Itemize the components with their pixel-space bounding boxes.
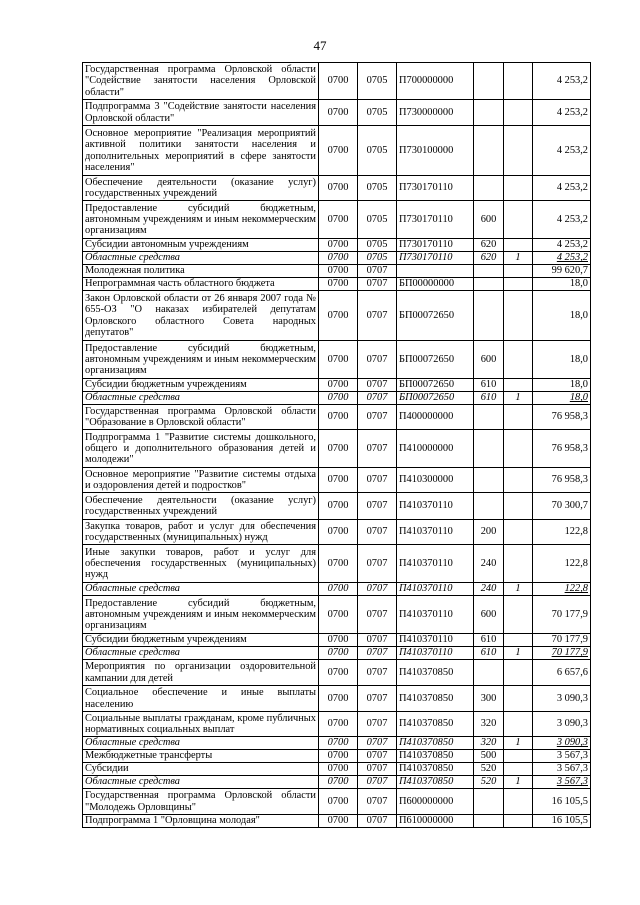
amount-cell: 4 253,2	[533, 63, 591, 100]
funding-source-cell	[504, 750, 533, 763]
target-article-cell: П410370110	[397, 583, 474, 596]
table-row	[83, 634, 591, 647]
row-name-cell: Предоставление субсидий бюджетным, автономным учреждениям и иным некоммерческим организациям	[83, 201, 319, 239]
row-name-cell: Подпрограмма 1 "Развитие системы дошкольного, общего и дополнительного образования детей и молодежи"	[83, 430, 319, 468]
funding-source-cell	[504, 686, 533, 712]
row-name-cell: Государственная программа Орловской области "Содействие занятости населения Орловской области"	[83, 63, 319, 100]
row-name-cell: Подпрограмма 1 "Орловщина молодая"	[83, 815, 319, 828]
table-row	[83, 379, 591, 392]
table-row	[83, 545, 591, 583]
table-row	[83, 776, 591, 789]
section-code-cell: 0707	[358, 647, 397, 660]
expense-type-cell	[474, 468, 504, 493]
section-code-cell: 0707	[358, 430, 397, 468]
amount-cell: 6 657,6	[533, 660, 591, 686]
amount-cell: 76 958,3	[533, 468, 591, 493]
expense-type-cell: 600	[474, 201, 504, 239]
target-article-cell: П410370850	[397, 660, 474, 686]
amount-cell: 76 958,3	[533, 405, 591, 430]
funding-source-cell	[504, 789, 533, 815]
target-article-cell: П400000000	[397, 405, 474, 430]
grbs-code-cell: 0700	[319, 392, 358, 405]
funding-source-cell	[504, 239, 533, 252]
expense-type-cell: 320	[474, 712, 504, 737]
expense-type-cell: 520	[474, 776, 504, 789]
row-name-cell: Областные средства	[83, 392, 319, 405]
amount-cell: 70 177,9	[533, 647, 591, 660]
row-name-cell: Мероприятия по организации оздоровительной кампании для детей	[83, 660, 319, 686]
grbs-code-cell: 0700	[319, 750, 358, 763]
target-article-cell: БП00072650	[397, 291, 474, 341]
table-row	[83, 737, 591, 750]
expense-type-cell: 300	[474, 686, 504, 712]
grbs-code-cell: 0700	[319, 737, 358, 750]
table-row	[83, 201, 591, 239]
funding-source-cell	[504, 430, 533, 468]
expense-type-cell: 620	[474, 239, 504, 252]
amount-cell: 3 090,3	[533, 737, 591, 750]
section-code-cell: 0707	[358, 634, 397, 647]
funding-source-cell: 1	[504, 737, 533, 750]
funding-source-cell	[504, 763, 533, 776]
row-name-cell: Предоставление субсидий бюджетным, автономным учреждениям и иным некоммерческим организациям	[83, 596, 319, 634]
expense-type-cell	[474, 493, 504, 520]
amount-cell: 4 253,2	[533, 176, 591, 201]
funding-source-cell	[504, 468, 533, 493]
target-article-cell: П730000000	[397, 100, 474, 126]
grbs-code-cell: 0700	[319, 405, 358, 430]
section-code-cell: 0707	[358, 405, 397, 430]
expense-type-cell: 610	[474, 379, 504, 392]
amount-cell: 18,0	[533, 291, 591, 341]
section-code-cell: 0707	[358, 520, 397, 545]
amount-cell: 16 105,5	[533, 815, 591, 828]
grbs-code-cell: 0700	[319, 63, 358, 100]
target-article-cell: П410370850	[397, 776, 474, 789]
row-name-cell: Областные средства	[83, 252, 319, 265]
target-article-cell: П410370110	[397, 596, 474, 634]
target-article-cell: П610000000	[397, 815, 474, 828]
grbs-code-cell: 0700	[319, 176, 358, 201]
target-article-cell: П730170110	[397, 201, 474, 239]
target-article-cell: П410000000	[397, 430, 474, 468]
section-code-cell: 0707	[358, 392, 397, 405]
row-name-cell: Государственная программа Орловской области "Образование в Орловской области"	[83, 405, 319, 430]
amount-cell: 122,8	[533, 583, 591, 596]
target-article-cell: П730100000	[397, 126, 474, 176]
grbs-code-cell: 0700	[319, 468, 358, 493]
amount-cell: 18,0	[533, 392, 591, 405]
grbs-code-cell: 0700	[319, 712, 358, 737]
expense-type-cell	[474, 430, 504, 468]
section-code-cell: 0707	[358, 776, 397, 789]
table-row	[83, 520, 591, 545]
table-row	[83, 239, 591, 252]
row-name-cell: Непрограммная часть областного бюджета	[83, 278, 319, 291]
grbs-code-cell: 0700	[319, 278, 358, 291]
section-code-cell: 0707	[358, 660, 397, 686]
funding-source-cell	[504, 493, 533, 520]
row-name-cell: Областные средства	[83, 737, 319, 750]
funding-source-cell	[504, 176, 533, 201]
section-code-cell: 0707	[358, 750, 397, 763]
expense-type-cell: 600	[474, 341, 504, 379]
grbs-code-cell: 0700	[319, 379, 358, 392]
row-name-cell: Субсидии автономным учреждениям	[83, 239, 319, 252]
funding-source-cell	[504, 201, 533, 239]
funding-source-cell	[504, 634, 533, 647]
funding-source-cell	[504, 712, 533, 737]
table-row	[83, 789, 591, 815]
section-code-cell: 0707	[358, 265, 397, 278]
table-row	[83, 176, 591, 201]
funding-source-cell	[504, 265, 533, 278]
funding-source-cell: 1	[504, 583, 533, 596]
table-row	[83, 815, 591, 828]
amount-cell: 70 177,9	[533, 634, 591, 647]
section-code-cell: 0707	[358, 278, 397, 291]
expense-type-cell	[474, 100, 504, 126]
grbs-code-cell: 0700	[319, 291, 358, 341]
row-name-cell: Областные средства	[83, 647, 319, 660]
grbs-code-cell: 0700	[319, 634, 358, 647]
grbs-code-cell: 0700	[319, 126, 358, 176]
target-article-cell: П410370850	[397, 686, 474, 712]
amount-cell: 4 253,2	[533, 201, 591, 239]
grbs-code-cell: 0700	[319, 776, 358, 789]
section-code-cell: 0705	[358, 252, 397, 265]
table-row	[83, 430, 591, 468]
row-name-cell: Молодежная политика	[83, 265, 319, 278]
row-name-cell: Областные средства	[83, 583, 319, 596]
section-code-cell: 0707	[358, 789, 397, 815]
amount-cell: 3 567,3	[533, 763, 591, 776]
amount-cell: 76 958,3	[533, 430, 591, 468]
target-article-cell: П730170110	[397, 252, 474, 265]
table-row	[83, 750, 591, 763]
row-name-cell: Закупка товаров, работ и услуг для обеспечения государственных (муниципальных) нужд	[83, 520, 319, 545]
target-article-cell: П730170110	[397, 176, 474, 201]
expense-type-cell	[474, 278, 504, 291]
funding-source-cell	[504, 545, 533, 583]
expense-type-cell	[474, 176, 504, 201]
amount-cell: 16 105,5	[533, 789, 591, 815]
table-row	[83, 341, 591, 379]
section-code-cell: 0705	[358, 100, 397, 126]
amount-cell: 4 253,2	[533, 252, 591, 265]
target-article-cell: П410370110	[397, 545, 474, 583]
amount-cell: 4 253,2	[533, 239, 591, 252]
section-code-cell: 0707	[358, 737, 397, 750]
amount-cell: 18,0	[533, 341, 591, 379]
grbs-code-cell: 0700	[319, 430, 358, 468]
target-article-cell: П700000000	[397, 63, 474, 100]
table-row	[83, 596, 591, 634]
grbs-code-cell: 0700	[319, 100, 358, 126]
funding-source-cell	[504, 405, 533, 430]
expense-type-cell: 240	[474, 583, 504, 596]
expense-type-cell: 320	[474, 737, 504, 750]
row-name-cell: Иные закупки товаров, работ и услуг для обеспечения государственных (муниципальных) нужд	[83, 545, 319, 583]
funding-source-cell: 1	[504, 392, 533, 405]
amount-cell: 18,0	[533, 379, 591, 392]
table-row	[83, 100, 591, 126]
row-name-cell: Обеспечение деятельности (оказание услуг) государственных учреждений	[83, 176, 319, 201]
page-number: 47	[313, 38, 327, 53]
amount-cell: 122,8	[533, 520, 591, 545]
table-row	[83, 392, 591, 405]
section-code-cell: 0707	[358, 763, 397, 776]
grbs-code-cell: 0700	[319, 647, 358, 660]
target-article-cell: П410370850	[397, 763, 474, 776]
grbs-code-cell: 0700	[319, 545, 358, 583]
section-code-cell: 0705	[358, 176, 397, 201]
amount-cell: 4 253,2	[533, 126, 591, 176]
table-row	[83, 278, 591, 291]
row-name-cell: Подпрограмма 3 "Содействие занятости населения Орловской области"	[83, 100, 319, 126]
expense-type-cell: 610	[474, 392, 504, 405]
row-name-cell: Субсидии бюджетным учреждениям	[83, 379, 319, 392]
section-code-cell: 0707	[358, 596, 397, 634]
expense-type-cell: 610	[474, 634, 504, 647]
table-row	[83, 405, 591, 430]
grbs-code-cell: 0700	[319, 201, 358, 239]
section-code-cell: 0707	[358, 583, 397, 596]
row-name-cell: Закон Орловской области от 26 января 2007 года № 655-ОЗ "О наказах избирателей депутатам Орловского областного Совета народных депутатов"	[83, 291, 319, 341]
expense-type-cell: 600	[474, 596, 504, 634]
funding-source-cell	[504, 291, 533, 341]
funding-source-cell	[504, 660, 533, 686]
grbs-code-cell: 0700	[319, 815, 358, 828]
section-code-cell: 0707	[358, 291, 397, 341]
target-article-cell: БП00072650	[397, 341, 474, 379]
amount-cell: 122,8	[533, 545, 591, 583]
expense-type-cell	[474, 291, 504, 341]
amount-cell: 18,0	[533, 278, 591, 291]
row-name-cell: Основное мероприятие "Реализация мероприятий активной политики занятости населения и дополнительных мероприятий в сфере занятости населения"	[83, 126, 319, 176]
grbs-code-cell: 0700	[319, 583, 358, 596]
funding-source-cell	[504, 520, 533, 545]
target-article-cell	[397, 265, 474, 278]
grbs-code-cell: 0700	[319, 596, 358, 634]
expense-type-cell	[474, 265, 504, 278]
section-code-cell: 0705	[358, 63, 397, 100]
table-row	[83, 647, 591, 660]
row-name-cell: Областные средства	[83, 776, 319, 789]
table-row	[83, 63, 591, 100]
target-article-cell: П410300000	[397, 468, 474, 493]
section-code-cell: 0705	[358, 239, 397, 252]
target-article-cell: БП00072650	[397, 379, 474, 392]
amount-cell: 99 620,7	[533, 265, 591, 278]
expense-type-cell: 620	[474, 252, 504, 265]
section-code-cell: 0707	[358, 468, 397, 493]
amount-cell: 70 177,9	[533, 596, 591, 634]
row-name-cell: Межбюджетные трансферты	[83, 750, 319, 763]
funding-source-cell: 1	[504, 647, 533, 660]
section-code-cell: 0707	[358, 493, 397, 520]
target-article-cell: П410370850	[397, 712, 474, 737]
table-row	[83, 468, 591, 493]
row-name-cell: Субсидии	[83, 763, 319, 776]
target-article-cell: П410370110	[397, 520, 474, 545]
grbs-code-cell: 0700	[319, 686, 358, 712]
funding-source-cell	[504, 100, 533, 126]
grbs-code-cell: 0700	[319, 239, 358, 252]
expense-type-cell	[474, 126, 504, 176]
amount-cell: 4 253,2	[533, 100, 591, 126]
section-code-cell: 0707	[358, 545, 397, 583]
funding-source-cell: 1	[504, 252, 533, 265]
funding-source-cell	[504, 63, 533, 100]
expense-type-cell	[474, 660, 504, 686]
funding-source-cell	[504, 278, 533, 291]
table-row	[83, 583, 591, 596]
amount-cell: 3 090,3	[533, 712, 591, 737]
row-name-cell: Социальное обеспечение и иные выплаты населению	[83, 686, 319, 712]
row-name-cell: Субсидии бюджетным учреждениям	[83, 634, 319, 647]
expense-type-cell: 500	[474, 750, 504, 763]
table-row	[83, 493, 591, 520]
funding-source-cell	[504, 341, 533, 379]
table-row	[83, 686, 591, 712]
section-code-cell: 0707	[358, 686, 397, 712]
funding-source-cell	[504, 379, 533, 392]
budget-table	[82, 62, 591, 828]
amount-cell: 3 567,3	[533, 750, 591, 763]
section-code-cell: 0705	[358, 126, 397, 176]
funding-source-cell	[504, 126, 533, 176]
section-code-cell: 0707	[358, 341, 397, 379]
target-article-cell: П410370850	[397, 750, 474, 763]
amount-cell: 3 567,3	[533, 776, 591, 789]
table-row	[83, 763, 591, 776]
target-article-cell: П410370110	[397, 647, 474, 660]
expense-type-cell	[474, 789, 504, 815]
grbs-code-cell: 0700	[319, 789, 358, 815]
grbs-code-cell: 0700	[319, 252, 358, 265]
funding-source-cell: 1	[504, 776, 533, 789]
grbs-code-cell: 0700	[319, 660, 358, 686]
table-row	[83, 291, 591, 341]
expense-type-cell: 520	[474, 763, 504, 776]
table-row	[83, 660, 591, 686]
target-article-cell: БП00072650	[397, 392, 474, 405]
expense-type-cell: 200	[474, 520, 504, 545]
target-article-cell: БП00000000	[397, 278, 474, 291]
row-name-cell: Предоставление субсидий бюджетным, автономным учреждениям и иным некоммерческим организациям	[83, 341, 319, 379]
amount-cell: 3 090,3	[533, 686, 591, 712]
funding-source-cell	[504, 596, 533, 634]
grbs-code-cell: 0700	[319, 265, 358, 278]
section-code-cell: 0707	[358, 815, 397, 828]
target-article-cell: П410370110	[397, 493, 474, 520]
section-code-cell: 0705	[358, 201, 397, 239]
table-row	[83, 712, 591, 737]
section-code-cell: 0707	[358, 712, 397, 737]
grbs-code-cell: 0700	[319, 493, 358, 520]
table-row	[83, 252, 591, 265]
target-article-cell: П410370850	[397, 737, 474, 750]
expense-type-cell	[474, 405, 504, 430]
expense-type-cell: 610	[474, 647, 504, 660]
row-name-cell: Основное мероприятие "Развитие системы отдыха и оздоровления детей и подростков"	[83, 468, 319, 493]
section-code-cell: 0707	[358, 379, 397, 392]
table-row	[83, 126, 591, 176]
table-row	[83, 265, 591, 278]
target-article-cell: П600000000	[397, 789, 474, 815]
grbs-code-cell: 0700	[319, 341, 358, 379]
grbs-code-cell: 0700	[319, 763, 358, 776]
row-name-cell: Обеспечение деятельности (оказание услуг) государственных учреждений	[83, 493, 319, 520]
row-name-cell: Государственная программа Орловской области "Молодежь Орловщины"	[83, 789, 319, 815]
expense-type-cell	[474, 815, 504, 828]
target-article-cell: П410370110	[397, 634, 474, 647]
funding-source-cell	[504, 815, 533, 828]
expense-type-cell: 240	[474, 545, 504, 583]
expense-type-cell	[474, 63, 504, 100]
target-article-cell: П730170110	[397, 239, 474, 252]
amount-cell: 70 300,7	[533, 493, 591, 520]
grbs-code-cell: 0700	[319, 520, 358, 545]
row-name-cell: Социальные выплаты гражданам, кроме публичных нормативных социальных выплат	[83, 712, 319, 737]
